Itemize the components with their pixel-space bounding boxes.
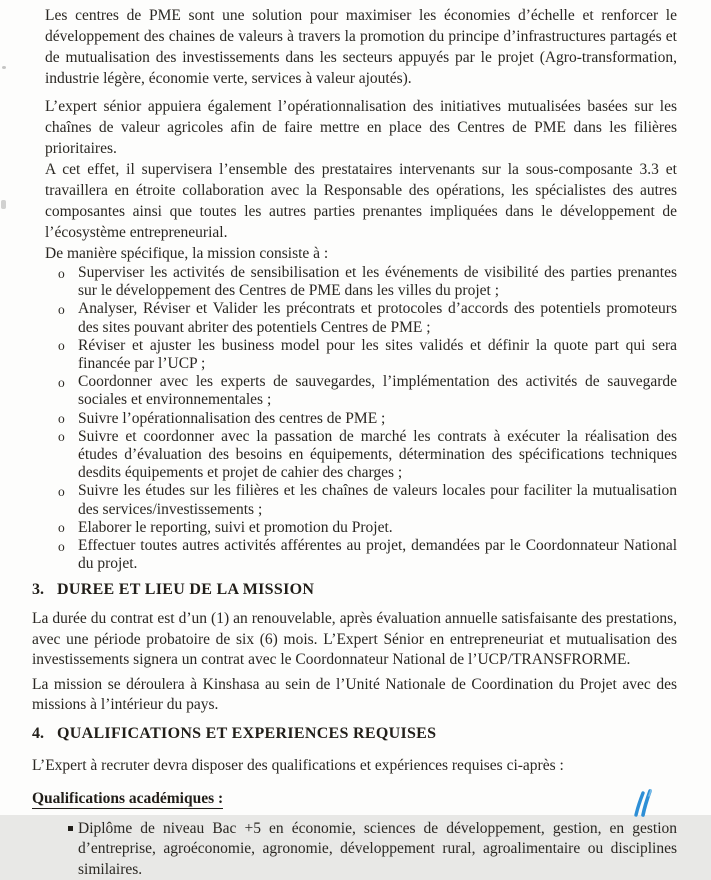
section-number: 3.	[32, 581, 44, 599]
list-item-text: Elaborer le reporting, suivi et promotion du Projet.	[78, 518, 393, 536]
circle-bullet-icon: o	[58, 301, 65, 317]
list-item-text: Réviser et ajuster les business model pour les sites validés et définir la quote part qui sera financée par l’UCP ;	[78, 336, 677, 373]
circle-bullet-icon: o	[58, 374, 65, 390]
list-item	[45, 300, 677, 336]
list-item	[45, 537, 677, 573]
list-item-text: Suivre l’opérationnalisation des centres de PME ;	[78, 409, 386, 427]
academic-qualifications-label: Qualifications académiques :	[32, 789, 224, 807]
list-item	[45, 337, 677, 373]
list-item-text: Superviser les activités de sensibilisation et les événements de visibilité des parties prenantes sur le développement des Centres de PME dans les villes du projet ;	[78, 264, 677, 300]
circle-bullet-icon: o	[58, 483, 65, 499]
section-title: QUALIFICATIONS ET EXPERIENCES REQUISES	[57, 725, 437, 743]
list-item	[45, 264, 677, 300]
section-heading-duree	[32, 579, 677, 600]
upper-text-block	[45, 0, 677, 573]
list-item	[45, 519, 677, 537]
list-item-text: Suivre et coordonner avec la passation de marché les contrats à exécuter la réalisation des études d’évaluation des besoins en équipements, détermination des spécifications techniques desdits équipements et projet de cahier des charges ;	[78, 427, 677, 482]
lower-text-block	[32, 579, 677, 880]
list-item-text: Effectuer toutes autres activités afférentes au projet, demandées par le Coordonnateur National du projet.	[78, 537, 677, 573]
list-item	[32, 819, 677, 880]
paragraph-expert-recruter: L’Expert à recruter devra disposer des qualifications et expériences requises ci-après :	[32, 757, 564, 775]
square-bullet-icon	[68, 826, 73, 831]
list-item	[45, 410, 677, 428]
mission-intro: De manière spécifique, la mission consiste à :	[45, 245, 329, 262]
paragraph-pme-centres: Les centres de PME sont une solution pour maximiser les économies d’échelle et renforcer le développement des chaines de valeurs à travers la promotion du principe d’infrastructures partagés et de mutualisation des investissements dans les secteurs appuyés par le projet (Agro-transformation, industrie légère, économie verte, services à valeur ajoutés).	[45, 7, 677, 87]
scan-speck	[2, 66, 6, 69]
circle-bullet-icon: o	[58, 338, 65, 354]
paragraph-a-cet-effet: A cet effet, il supervisera l’ensemble des prestataires intervenants sur la sous-composante 3.3 et travaillera en étroite collaboration avec la Responsable des opérations, les spécialistes des autres composantes ainsi que toutes les autres parties prenantes impliquées dans le développement de l’écosystème entrepreneurial.	[45, 161, 677, 241]
section-title: DUREE ET LIEU DE LA MISSION	[57, 581, 315, 599]
list-item-text: Suivre les études sur les filières et les chaînes de valeurs locales pour faciliter la mutualisation des services/investissements ;	[78, 482, 677, 518]
paragraph-expert-senior: L’expert sénior appuiera également l’opérationnalisation des initiatives mutualisées basées sur les chaînes de valeur agricoles afin de faire mettre en place des Centres de PME dans les filières prioritaires.	[45, 98, 677, 157]
list-item-text: Coordonner avec les experts de sauvegardes, l’implémentation des activités de sauvegarde sociales et environnementales ;	[78, 373, 677, 409]
circle-bullet-icon: o	[58, 520, 65, 536]
list-item	[45, 482, 677, 518]
mission-task-list	[45, 264, 677, 573]
paragraph-duree-contrat: La durée du contrat est d’un (1) an renouvelable, après évaluation annuelle satisfaisante des prestations, avec une période probatoire de six (6) mois. L’Expert Sénior en entrepreneuriat et mutualisation des investissements signera un contrat avec le Coordonnateur National de l’UCP/TRANSFRORME.	[32, 610, 677, 669]
scan-speck	[1, 200, 6, 209]
section-number: 4.	[32, 725, 44, 743]
list-item-text: Analyser, Réviser et Valider les précontrats et protocoles d’accords des potentiels promoteurs des sites pouvant abriter des potentiels Centres de PME ;	[78, 300, 677, 336]
section-heading-qualifications	[32, 723, 677, 744]
circle-bullet-icon: o	[58, 538, 65, 554]
list-item-text: Diplôme de niveau Bac +5 en économie, sciences de développement, gestion, en gestion d’entreprise, agroéconomie, agronomie, développement rural, agroalimentaire ou disciplines similaires.	[78, 819, 677, 878]
list-item	[45, 373, 677, 409]
circle-bullet-icon: o	[58, 265, 65, 281]
academic-qualifications-heading	[32, 790, 677, 808]
pen-mark-icon	[624, 786, 668, 815]
circle-bullet-icon: o	[58, 411, 65, 427]
list-item	[45, 428, 677, 483]
paragraph-lieu-mission: La mission se déroulera à Kinshasa au sein de l’Unité Nationale de Coordination du Projet avec des missions à l’intérieur du pays.	[32, 675, 677, 714]
circle-bullet-icon: o	[58, 429, 65, 445]
